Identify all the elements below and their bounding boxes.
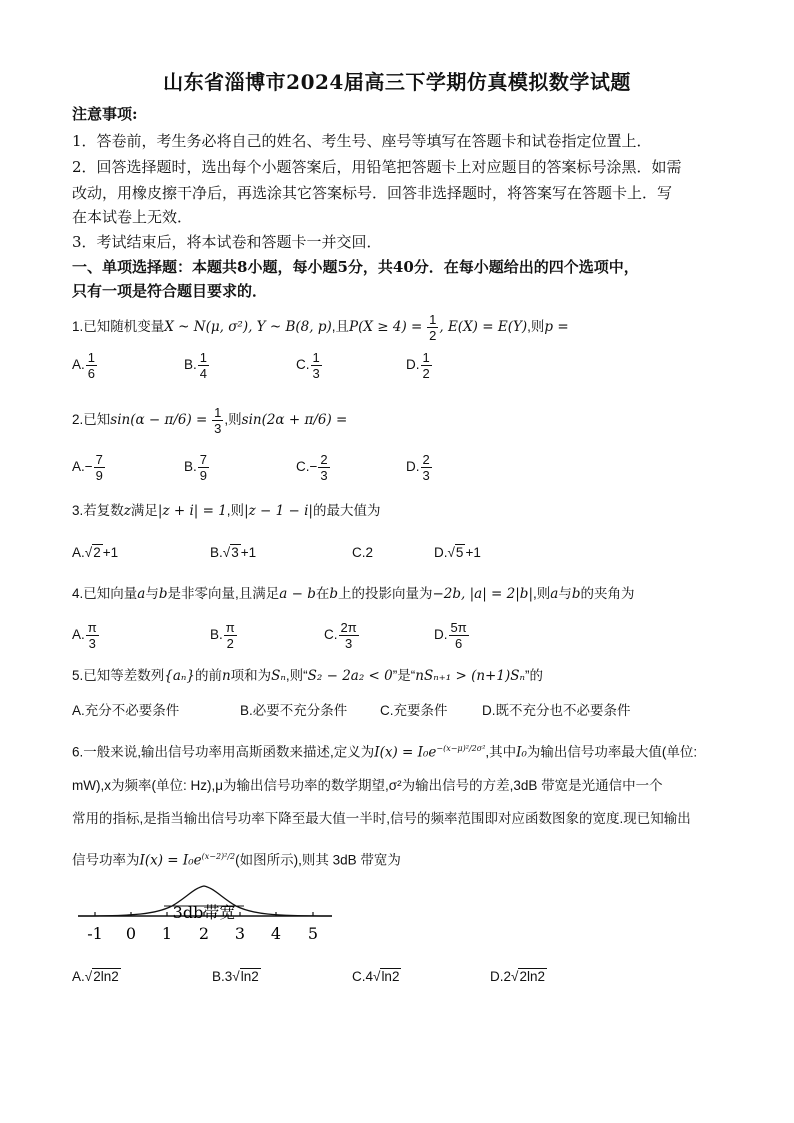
- question-3-stem: 3.若复数z满足|z + i| = 1,则|z − 1 − i|的最大值为: [72, 503, 381, 519]
- bandwidth-diagram: [76, 880, 336, 950]
- notice-item: 1．答卷前，考生务必将自己的姓名、考生号、座号等填写在答题卡和试卷指定位置上．: [72, 132, 652, 150]
- option-d[interactable]: D.√5 +1: [434, 545, 481, 560]
- option-c[interactable]: C. $\frac{1}{3}$: [296, 350, 320, 381]
- option-d[interactable]: D. $\frac{1}{2}$: [406, 350, 430, 381]
- option-a[interactable]: A.− $\frac{7}{9}$: [72, 452, 103, 483]
- option-a[interactable]: A.√2 +1: [72, 545, 119, 560]
- option-c[interactable]: C.− $\frac{2}{3}$: [296, 452, 328, 483]
- question-1-options: [72, 350, 722, 380]
- option-d[interactable]: D. $\frac{5\pi}{6}$: [434, 620, 467, 651]
- question-4-options: [72, 620, 722, 650]
- question-4-stem: 4.已知向量a与b是非零向量,且满足a − b在b上的投影向量为−2b, |a| = 2|b|,则a与b的夹角为: [72, 586, 635, 602]
- option-d[interactable]: D. $\frac{2}{3}$: [406, 452, 430, 483]
- section-heading-cont: 只有一项是符合题目要求的．: [72, 282, 268, 300]
- gaussian-figure: [76, 880, 336, 950]
- question-1-stem: 1.已知随机变量X ~ N(μ, σ²), Y ~ B(8, p),且P(X ≥ 4) = $\frac{1}{2}$ , E(X) = E(Y),则p =: [72, 312, 569, 343]
- notice-item: 2．回答选择题时，选出每个小题答案后，用铅笔把答题卡上对应题目的答案标号涂黑．如需: [72, 158, 682, 176]
- page-title: 山东省淄博市2024届高三下学期仿真模拟数学试题: [163, 70, 631, 94]
- tick-label: 5: [307, 924, 319, 943]
- option-a[interactable]: A.√2ln2: [72, 969, 119, 984]
- option-a[interactable]: A.充分不必要条件: [72, 703, 180, 718]
- question-5-stem: 5.已知等差数列{aₙ}的前n项和为Sₙ,则“S₂ − 2a₂ < 0”是“nSₙ₊₁ > (n+1)Sₙ”的: [72, 668, 543, 684]
- question-2-stem: 2.已知sin(α − π/6) = $\frac{1}{3}$ ,则sin(2α + π/6) =: [72, 405, 348, 436]
- tick-label: 2: [198, 924, 210, 943]
- question-6-line-4: 信号功率为$I(x) = I_0e^{(x-2)^2/2}$(如图所示),则其 3dB 带宽为: [72, 852, 401, 869]
- question-3-options: [72, 542, 722, 572]
- tick-label: -1: [87, 924, 103, 943]
- option-d[interactable]: D.2√2ln2: [490, 969, 545, 984]
- option-a[interactable]: A. $\frac{1}{6}$: [72, 350, 95, 381]
- tick-label: 4: [270, 924, 282, 943]
- option-b[interactable]: B. $\frac{7}{9}$: [184, 452, 207, 483]
- tick-label: 0: [125, 924, 137, 943]
- option-c[interactable]: C.2: [352, 545, 374, 560]
- option-b[interactable]: B.3√ln2: [212, 969, 259, 984]
- question-6-options: [72, 966, 722, 996]
- option-b[interactable]: B. $\frac{1}{4}$: [184, 350, 207, 381]
- question-6-line-1: 6.一般来说,输出信号功率用高斯函数来描述,定义为$I(x) = I_0e^{-(x-\mu)^2/2\sigma^2}$,其中I₀为输出信号功率最大值(单位:: [72, 744, 698, 761]
- option-c[interactable]: C.4√ln2: [352, 969, 400, 984]
- tick-label: 1: [161, 924, 173, 943]
- option-b[interactable]: B.必要不充分条件: [240, 703, 348, 718]
- notice-item: 在本试卷上无效．: [72, 208, 193, 226]
- option-b[interactable]: B. $\frac{\pi}{2}$: [210, 620, 235, 651]
- option-d[interactable]: D.既不充分也不必要条件: [482, 703, 631, 718]
- notice-heading: 注意事项:: [72, 105, 138, 123]
- bandwidth-label: 3db带宽: [172, 903, 236, 922]
- option-b[interactable]: B.√3 +1: [210, 545, 257, 560]
- notice-item: 3．考试结束后，将本试卷和答题卡一并交回．: [72, 233, 382, 251]
- question-5-options: [72, 700, 722, 730]
- question-6-line-2: mW),x为频率(单位: Hz),μ为输出信号功率的数学期望,σ²为输出信号的方差,3dB 带宽是光通信中一个: [72, 778, 663, 793]
- option-c[interactable]: C. $\frac{2\pi}{3}$: [324, 620, 357, 651]
- question-2-options: [72, 452, 722, 482]
- section-heading: 一、单项选择题：本题共8小题，每小题5分，共40分．在每小题给出的四个选项中，: [72, 258, 639, 276]
- notice-item: 改动，用橡皮擦干净后，再选涂其它答案标号．回答非选择题时，将答案写在答题卡上．写: [72, 184, 673, 202]
- option-c[interactable]: C.充要条件: [380, 703, 448, 718]
- tick-label: 3: [234, 924, 246, 943]
- option-a[interactable]: A. $\frac{\pi}{3}$: [72, 620, 97, 651]
- question-6-line-3: 常用的指标,是指当输出信号功率下降至最大值一半时,信号的频率范围即对应函数图象的宽度.现已知输出: [72, 811, 691, 826]
